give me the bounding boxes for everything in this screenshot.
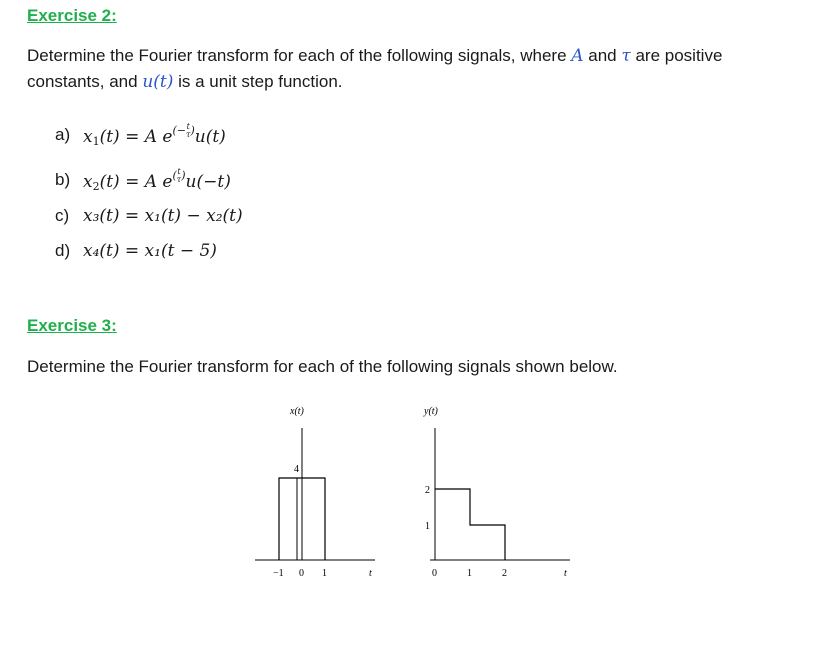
- exercise-3-intro: Determine the Fourier transform for each of the following signals shown below.: [27, 357, 618, 376]
- x-plot-xtick-neg1: −1: [273, 568, 284, 579]
- item-b-equation: $x_2(t) = A$ $e^{(t \tau)}u(-t)$: [83, 166, 231, 193]
- x-plot-ytick-4: 4: [294, 464, 299, 475]
- x-plot-xtick-1: 1: [322, 568, 327, 579]
- exercise-2-intro: Determine the Fourier transform for each of the following signals, where A and τ are positive constants, and u(t) is a unit step function.: [27, 46, 723, 92]
- x-plot-xtick-0: 0: [299, 568, 304, 579]
- y-plot-ylabel: y(t): [424, 406, 438, 417]
- item-c-label: c): [55, 206, 70, 225]
- y-plot-ytick-2: 2: [425, 485, 430, 496]
- y-signal-plot: [430, 428, 570, 560]
- y-plot-xtick-0: 0: [432, 568, 437, 579]
- item-a-label: a): [55, 125, 71, 144]
- y-plot-xlabel: t: [564, 568, 567, 579]
- item-d-equation: x₄(t) = x₁(t − 5): [83, 241, 217, 261]
- x-plot-xlabel: t: [369, 568, 372, 579]
- exercise-2-heading: Exercise 2:: [27, 6, 117, 25]
- exercise-3-heading: Exercise 3:: [27, 316, 117, 335]
- y-signal-staircase: [435, 489, 505, 560]
- item-c-equation: x₃(t) = x₁(t) − x₂(t): [83, 206, 243, 226]
- y-plot-xtick-2: 2: [502, 568, 507, 579]
- y-plot-ytick-1: 1: [425, 521, 430, 532]
- item-d-label: d): [55, 241, 71, 260]
- y-plot-xtick-1: 1: [467, 568, 472, 579]
- x-plot-ylabel: x(t): [290, 406, 304, 417]
- item-b-label: b): [55, 170, 71, 189]
- item-a-equation: $x_1(t) = A$ $e^{(-t \tau)}u(t)$: [83, 121, 226, 148]
- x-signal-plot: [255, 428, 375, 560]
